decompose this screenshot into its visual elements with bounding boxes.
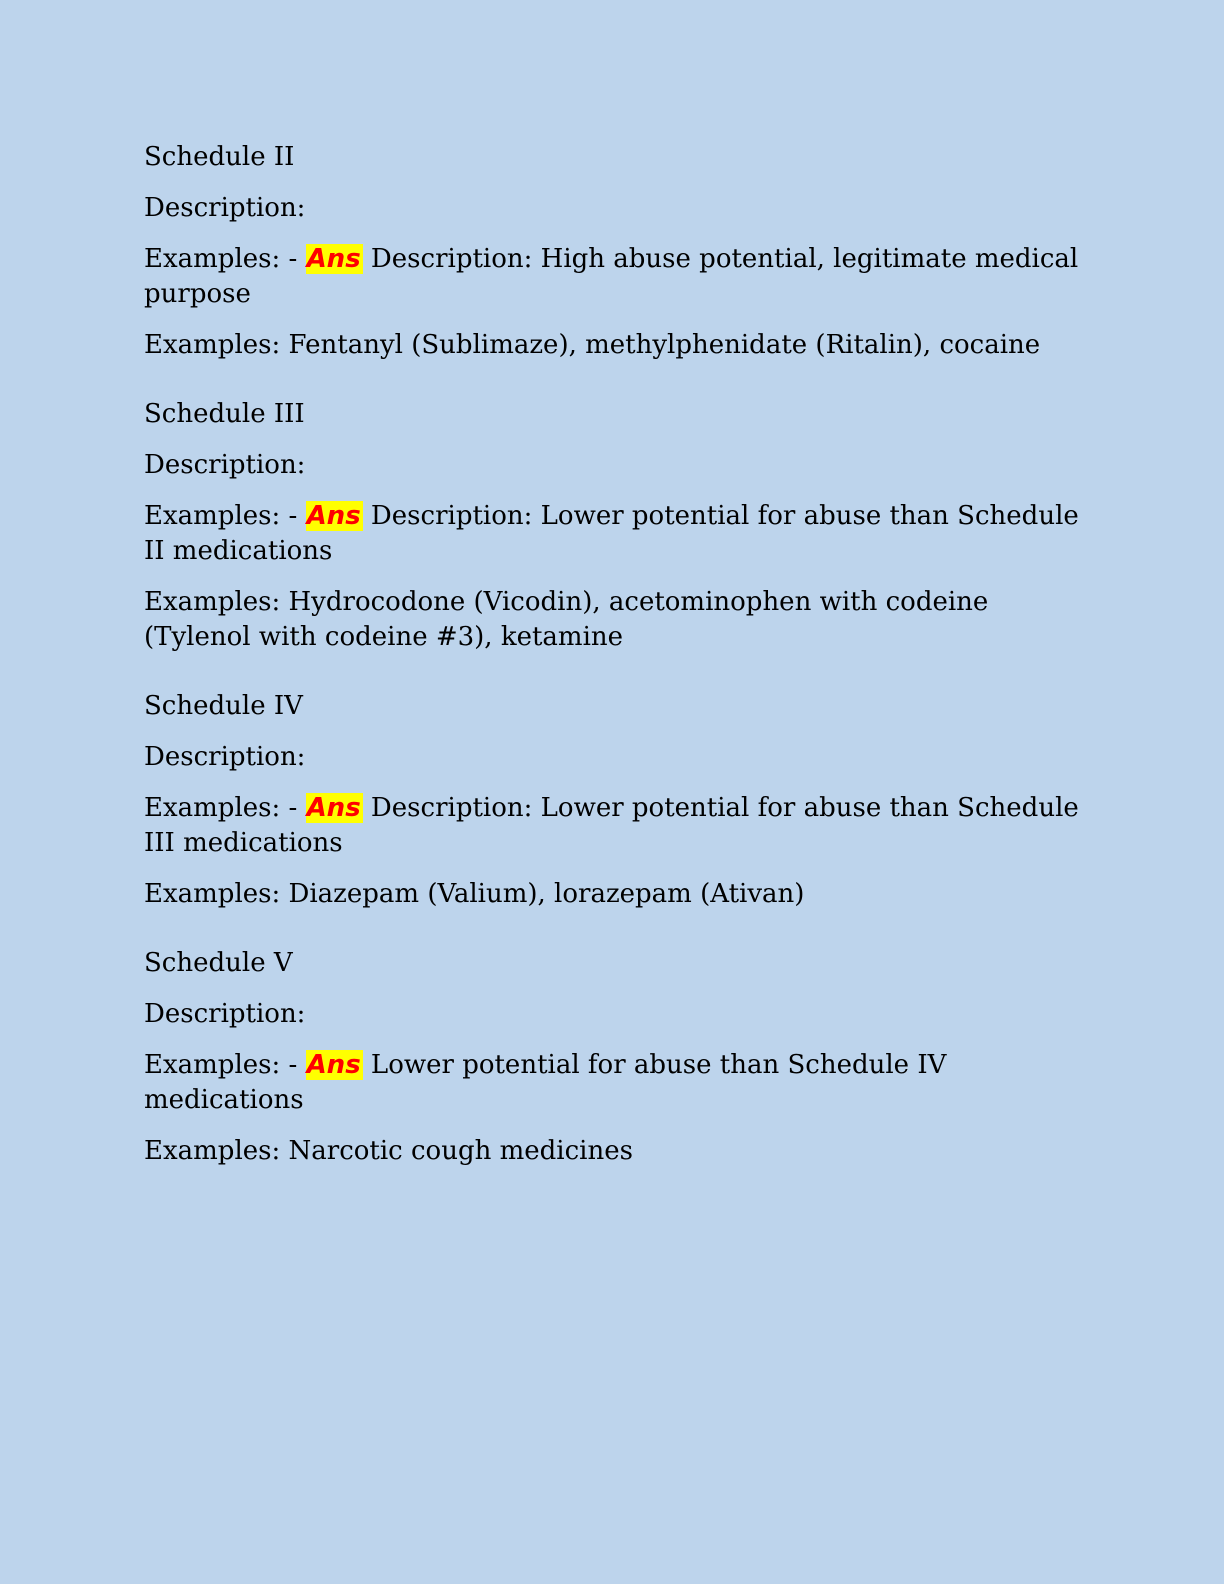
description-label: Description:	[144, 193, 306, 223]
examples-line: Examples: Fentanyl (Sublimaze), methylphenidate (Ritalin), cocaine	[144, 330, 1041, 360]
answer-prefix: Examples: -	[144, 501, 306, 531]
answer-text: Description: Lower potential for abuse than Schedule III medications	[144, 793, 1079, 858]
answer-line	[144, 499, 1084, 569]
answer-line	[144, 791, 1084, 861]
answer-prefix: Examples: -	[144, 1050, 306, 1080]
examples-line: Examples: Diazepam (Valium), lorazepam (Ativan)	[144, 879, 805, 909]
description-label: Description:	[144, 450, 306, 480]
answer-text: Description: Lower potential for abuse than Schedule II medications	[144, 501, 1079, 566]
section-heading: Schedule III	[144, 399, 305, 429]
answer-line	[144, 1048, 1084, 1118]
ans-badge: Ans	[306, 501, 361, 531]
answer-text: Description: High abuse potential, legitimate medical purpose	[144, 244, 1079, 309]
description-label: Description:	[144, 742, 306, 772]
ans-badge: Ans	[306, 244, 361, 274]
examples-line: Examples: Hydrocodone (Vicodin), acetominophen with codeine (Tylenol with codeine #3), ketamine	[144, 587, 989, 652]
answer-text: Lower potential for abuse than Schedule IV medications	[144, 1050, 947, 1115]
section-heading: Schedule II	[144, 142, 295, 172]
ans-badge: Ans	[306, 1050, 361, 1080]
answer-prefix: Examples: -	[144, 793, 306, 823]
section-heading: Schedule IV	[144, 691, 303, 721]
schedule-v-section	[144, 946, 1084, 1169]
document-body	[144, 140, 1084, 1203]
section-heading: Schedule V	[144, 948, 293, 978]
answer-line	[144, 242, 1084, 312]
schedule-ii-section	[144, 140, 1084, 363]
answer-prefix: Examples: -	[144, 244, 306, 274]
schedule-iv-section	[144, 689, 1084, 912]
schedule-iii-section	[144, 397, 1084, 655]
description-label: Description:	[144, 999, 306, 1029]
examples-line: Examples: Narcotic cough medicines	[144, 1136, 633, 1166]
ans-badge: Ans	[306, 793, 361, 823]
